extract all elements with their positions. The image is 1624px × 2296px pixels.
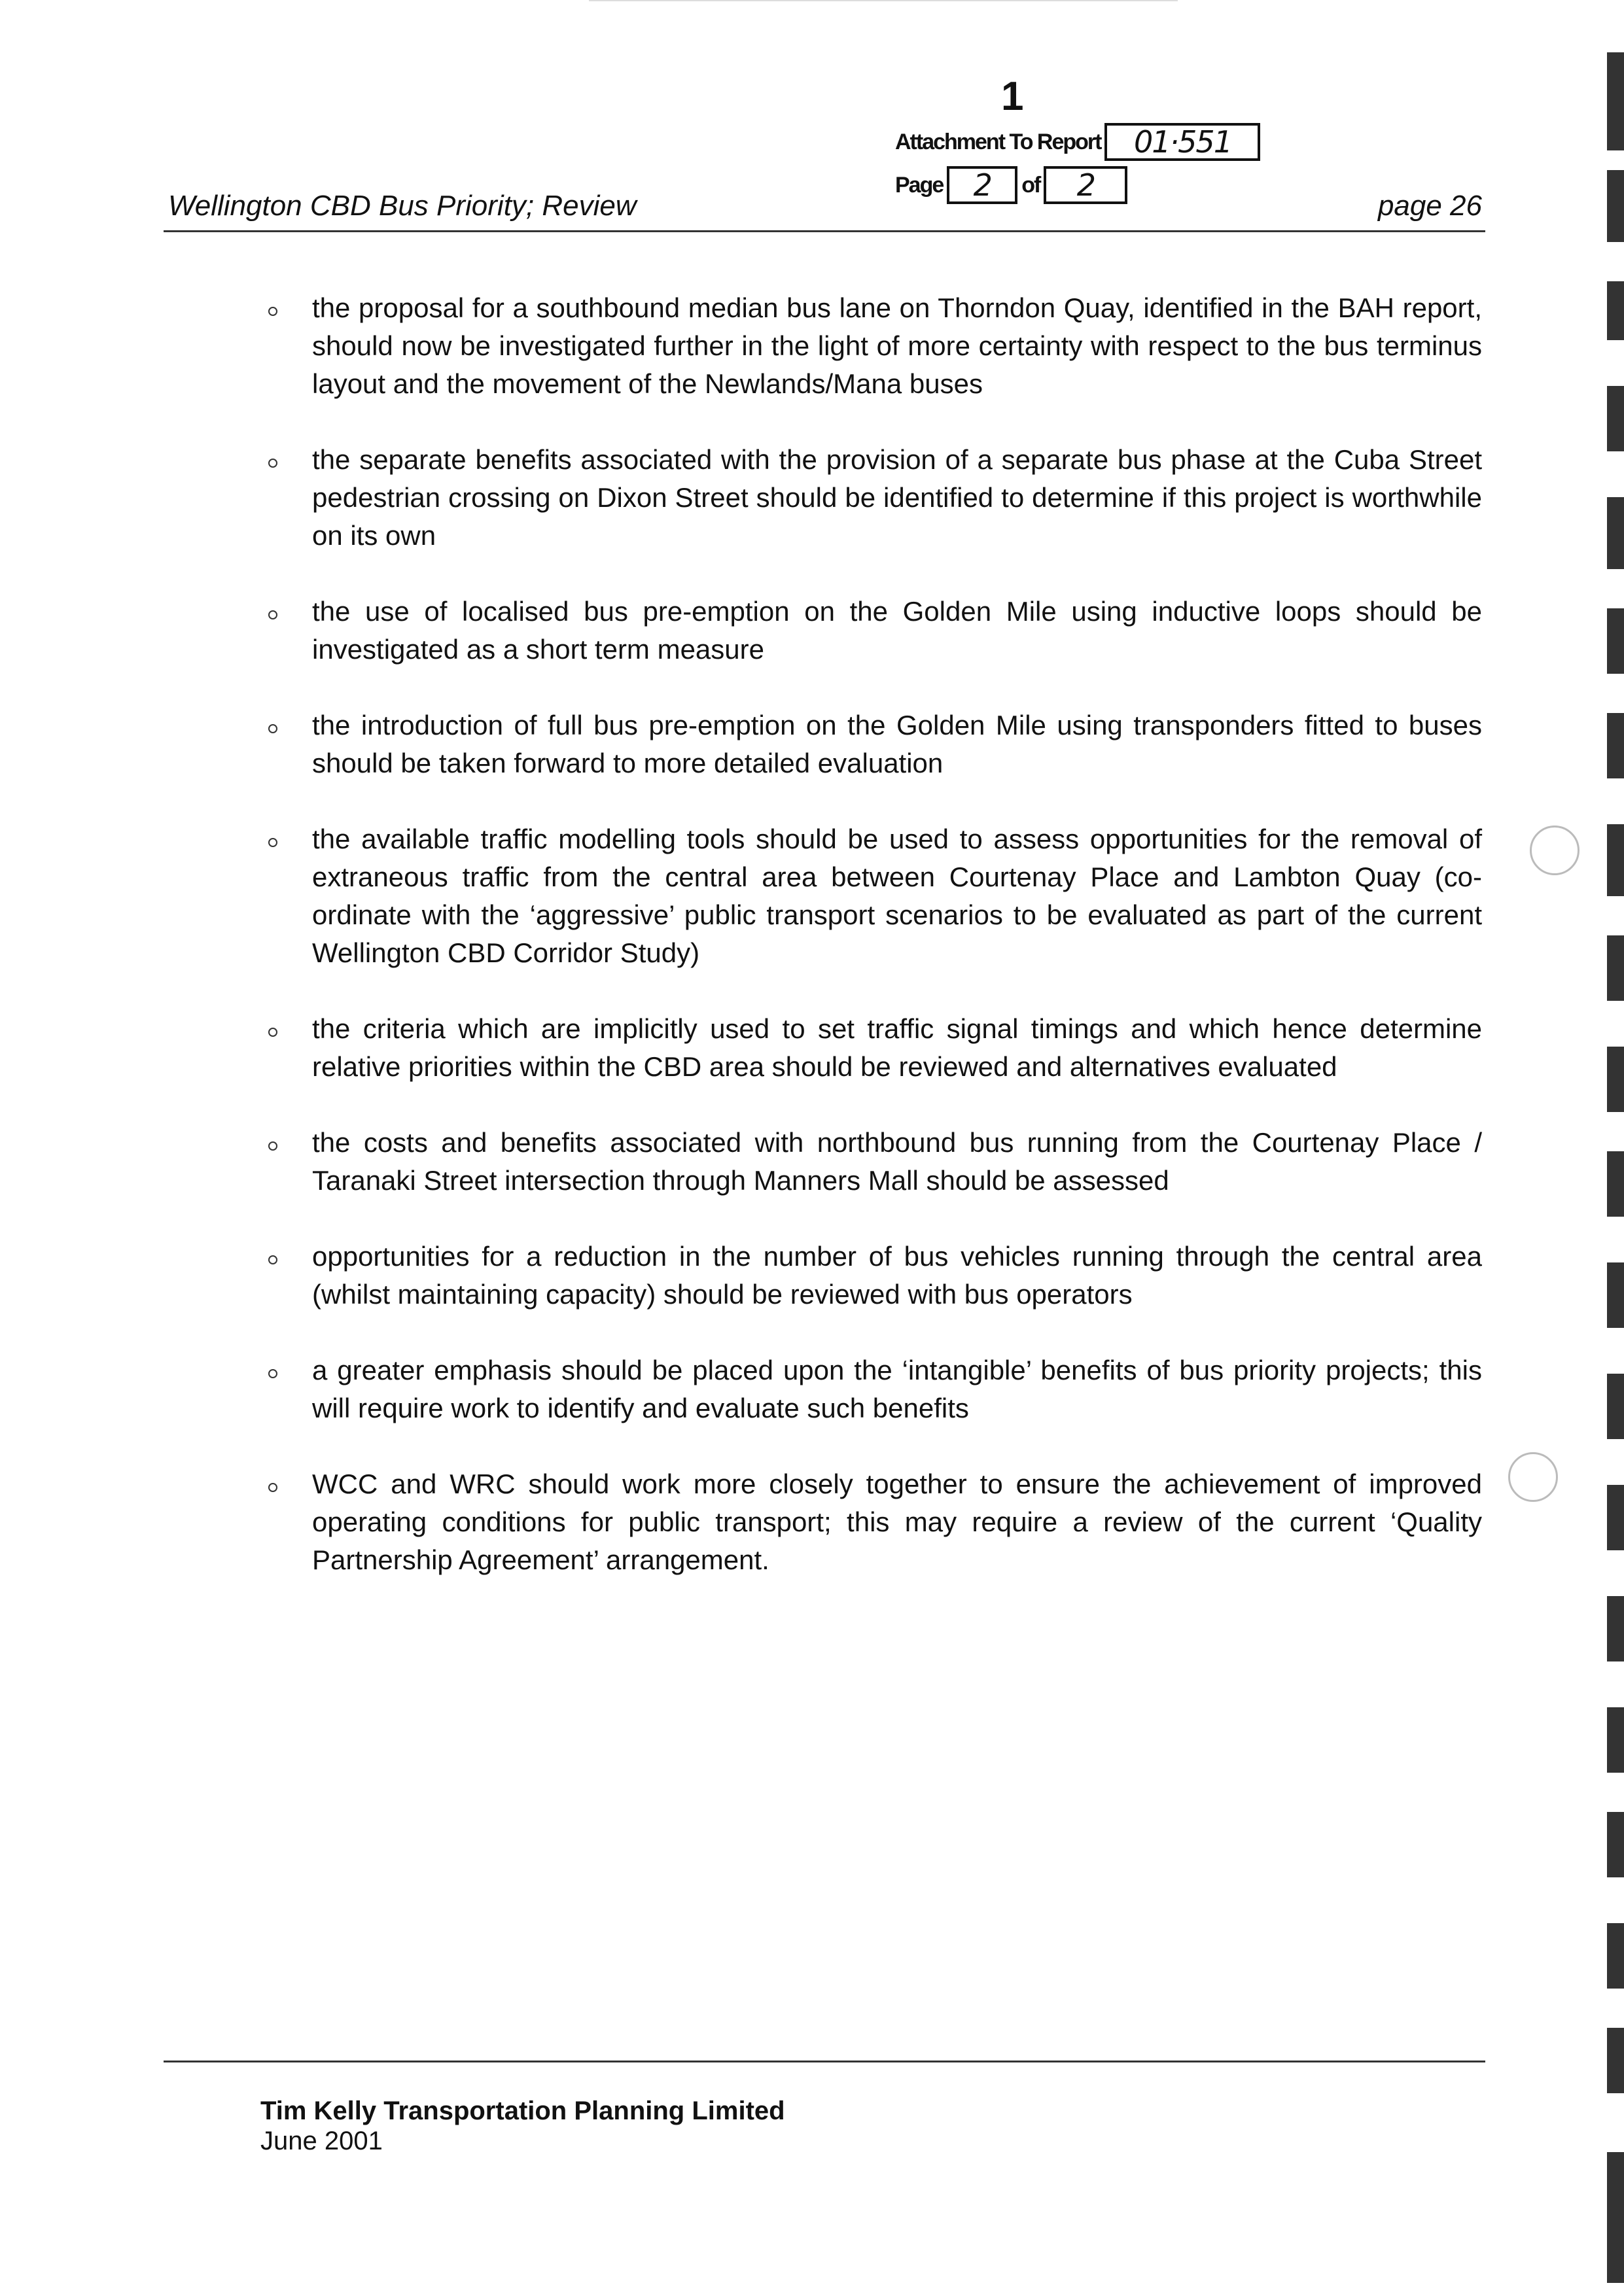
binding-mark [1607, 1812, 1624, 1877]
stamp-handwritten-number: 1 [1001, 74, 1024, 119]
header-rule [164, 230, 1485, 232]
stamp-of-value: 2 [1044, 166, 1127, 204]
list-item [268, 1238, 1482, 1313]
footer-date: June 2001 [260, 2127, 383, 2155]
binding-mark [1607, 281, 1624, 340]
bullet-icon [268, 724, 277, 733]
list-item [268, 706, 1482, 782]
binding-mark [1607, 170, 1624, 242]
bullet-icon [268, 1369, 277, 1378]
binding-mark [1607, 1374, 1624, 1439]
binding-mark [1607, 2152, 1624, 2283]
stamp-page-label: Page [895, 172, 944, 198]
bullet-icon [268, 1028, 277, 1037]
page-number: page 26 [1377, 190, 1482, 222]
list-item [268, 593, 1482, 669]
list-item-text: the costs and benefits associated with northbound bus running from the Courtenay Place / Taranaki Street intersection through Manners Mall should be assessed [312, 1127, 1482, 1196]
list-item-text: WCC and WRC should work more closely together to ensure the achievement of improved operating conditions for public transport; this may require a review of the current ‘Quality Partnership Agreement’ arrangement. [312, 1469, 1482, 1575]
punch-hole [1508, 1452, 1558, 1502]
binding-mark [1607, 1485, 1624, 1550]
binding-mark [1607, 497, 1624, 569]
list-item [268, 441, 1482, 555]
binding-mark [1607, 1707, 1624, 1773]
binding-mark [1607, 608, 1624, 674]
recommendation-list [268, 289, 1482, 1617]
stamp-attachment-label: Attachment To Report [895, 129, 1101, 154]
binding-mark [1607, 824, 1624, 896]
stamp-report-number: 01·551 [1104, 123, 1260, 161]
list-item [268, 1010, 1482, 1086]
footer [260, 2096, 785, 2156]
list-item [268, 820, 1482, 972]
binding-mark [1607, 1596, 1624, 1661]
list-item-text: opportunities for a reduction in the number of bus vehicles running through the central area (whilst maintaining capacity) should be reviewed with bus operators [312, 1241, 1482, 1310]
bullet-icon [268, 1255, 277, 1264]
list-item-text: the available traffic modelling tools should be used to assess opportunities for the removal of extraneous traffic from the central area between Courtenay Place and Lambton Quay (co-ordinate with the ‘aggressive’ public transport scenarios to be evaluated as part of the current Wellington CBD Corridor Study) [312, 824, 1482, 968]
binding-mark [1607, 52, 1624, 150]
bullet-icon [268, 459, 277, 468]
bullet-icon [268, 1483, 277, 1492]
binding-mark [1607, 1923, 1624, 1989]
list-item-text: the separate benefits associated with the provision of a separate bus phase at the Cuba Street pedestrian crossing on Dixon Street should be identified to determine if this project is worthwhile on its own [312, 444, 1482, 551]
list-item-text: a greater emphasis should be placed upon the ‘intangible’ benefits of bus priority projects; this will require work to identify and evaluate such benefits [312, 1355, 1482, 1423]
scan-edge [589, 0, 1178, 1]
stamp-page-value: 2 [947, 166, 1017, 204]
binding-mark [1607, 1151, 1624, 1217]
list-item [268, 1124, 1482, 1200]
list-item-text: the introduction of full bus pre-emption on the Golden Mile using transponders fitted to buses should be taken forward to more detailed evaluation [312, 710, 1482, 778]
bullet-icon [268, 838, 277, 847]
binding-mark [1607, 713, 1624, 778]
punch-hole [1530, 826, 1580, 875]
binding-mark [1607, 1047, 1624, 1112]
binding-mark [1607, 1262, 1624, 1328]
list-item-text: the criteria which are implicitly used to set traffic signal timings and which hence determine relative priorities within the CBD area should be reviewed and alternatives evaluated [312, 1013, 1482, 1082]
binding-mark [1607, 935, 1624, 1001]
bullet-icon [268, 1141, 277, 1151]
bullet-icon [268, 307, 277, 316]
footer-rule [164, 2061, 1485, 2062]
stamp-of-label: of [1021, 172, 1040, 198]
list-item [268, 289, 1482, 403]
list-item [268, 1351, 1482, 1427]
list-item-text: the use of localised bus pre-emption on the Golden Mile using inductive loops should be investigated as a short term measure [312, 596, 1482, 665]
binding-mark [1607, 386, 1624, 451]
list-item [268, 1465, 1482, 1579]
list-item-text: the proposal for a southbound median bus lane on Thorndon Quay, identified in the BAH report, should now be investigated further in the light of more certainty with respect to the bus terminus layout and the movement of the Newlands/Mana buses [312, 292, 1482, 399]
document-title: Wellington CBD Bus Priority; Review [168, 190, 637, 222]
footer-company: Tim Kelly Transportation Planning Limited [260, 2096, 785, 2125]
binding-mark [1607, 2028, 1624, 2093]
bullet-icon [268, 610, 277, 619]
